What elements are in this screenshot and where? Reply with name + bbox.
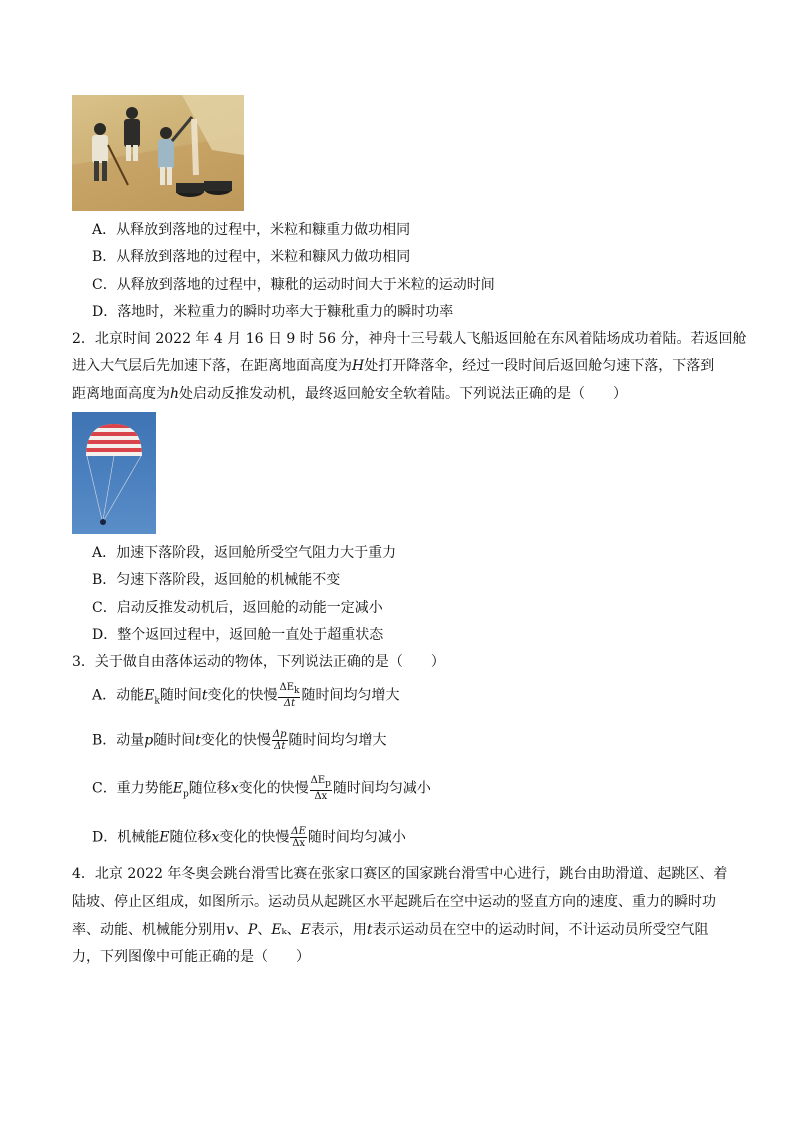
- winnowing-illustration: [72, 95, 244, 211]
- q3-c-post: 随时间均匀减小: [332, 780, 431, 797]
- q1-option-d: D．落地时，米粒重力的瞬时功率大于糠秕重力的瞬时功率: [92, 304, 454, 320]
- q3-d-pre: D．机械能: [92, 829, 160, 846]
- q2-stem-line-2: 进入大气层后先加速下落，在距离地面高度为𝐻处打开降落伞，经过一段时间后返回舱匀速下落，下落到: [72, 358, 715, 374]
- q3-a-symbol: E: [144, 687, 155, 704]
- q3-b-den: Δt: [274, 741, 286, 752]
- q1-option-b: B．从释放到落地的过程中，米粒和糠风力做功相同: [92, 249, 411, 265]
- q2-stem-line-3: 距离地面高度为ℎ处启动反推发动机，最终返回舱安全软着陆。下列说法正确的是（ ）: [72, 386, 628, 402]
- q3-c-den: Δx: [314, 791, 328, 802]
- q3-d-fraction: [290, 826, 307, 849]
- q2-stem-line-1: 2．北京时间 2022 年 4 月 16 日 9 时 56 分，神舟十三号载人飞船返回舱在东风着陆场成功着陆。若返回舱: [72, 331, 747, 347]
- q3-option-d: [92, 826, 406, 849]
- q3-d-symbol: E: [159, 829, 170, 846]
- q3-b-mid: 随时间: [153, 732, 196, 749]
- q3-c-mid2: 变化的快慢: [238, 780, 309, 797]
- q3-c-symbol: E: [172, 780, 183, 797]
- q3-option-b: [92, 729, 387, 752]
- q4-stem-line-3: 率、动能、机械能分别用𝑣、𝑃、𝐸ₖ、𝐸表示，用𝑡表示运动员在空中的运动时间，不计运动员所受空气阻: [72, 922, 709, 938]
- q1-option-c: C．从释放到落地的过程中，糠秕的运动时间大于米粒的运动时间: [92, 277, 495, 293]
- q3-a-pre: A．动能: [92, 687, 145, 704]
- q4-stem-line-4: 力，下列图像中可能正确的是（ ）: [72, 949, 310, 965]
- q2-option-a: A．加速下落阶段，返回舱所受空气阻力大于重力: [92, 545, 397, 561]
- q3-c-num: ΔE: [310, 775, 326, 786]
- q3-option-a: [92, 682, 399, 711]
- q3-a-symbol-sub: k: [154, 696, 160, 707]
- q3-d-num: ΔE: [291, 826, 306, 837]
- parachute-photo: [72, 412, 156, 534]
- q3-b-pre: B．动量: [92, 732, 145, 749]
- q3-b-var: t: [195, 732, 201, 749]
- q3-d-mid2: 变化的快慢: [219, 829, 290, 846]
- q4-stem-line-1: 4．北京 2022 年冬奥会跳台滑雪比赛在张家口赛区的国家跳台滑雪中心进行，跳台由助滑道、起跳区、着: [72, 866, 728, 882]
- q3-a-den: Δt: [283, 698, 296, 709]
- q3-b-num: Δp: [272, 729, 287, 740]
- q3-b-fraction: [272, 729, 288, 752]
- q3-d-den: Δx: [292, 838, 306, 849]
- q3-c-pre: C．重力势能: [92, 780, 173, 797]
- q3-a-fraction: [278, 682, 300, 709]
- q3-stem: 3．关于做自由落体运动的物体，下列说法正确的是（ ）: [72, 654, 445, 670]
- q3-a-num: ΔE: [279, 682, 294, 693]
- q2-option-c: C．启动反推发动机后，返回舱的动能一定减小: [92, 600, 383, 616]
- q3-d-mid: 随位移: [169, 829, 212, 846]
- q3-c-var: x: [230, 780, 239, 797]
- q3-c-symbol-sub: p: [182, 789, 189, 800]
- q2-option-d: D．整个返回过程中，返回舱一直处于超重状态: [92, 627, 384, 643]
- q3-a-post: 随时间均匀增大: [301, 687, 400, 704]
- q3-c-mid: 随位移: [188, 780, 231, 797]
- q3-c-fraction: [310, 775, 332, 802]
- q1-option-a: A．从释放到落地的过程中，米粒和糠重力做功相同: [92, 222, 411, 238]
- q4-stem-line-2: 陆坡、停止区组成，如图所示。运动员从起跳区水平起跳后在空中运动的竖直方向的速度、重力的瞬时功: [72, 894, 716, 910]
- q3-a-mid: 随时间: [159, 687, 202, 704]
- q3-a-var: t: [201, 687, 208, 704]
- q3-c-num-sub: p: [325, 779, 331, 789]
- q3-d-post: 随时间均匀减小: [307, 829, 406, 846]
- q2-option-b: B．匀速下落阶段，返回舱的机械能不变: [92, 572, 341, 588]
- q3-b-mid2: 变化的快慢: [200, 732, 271, 749]
- q3-b-symbol: p: [144, 732, 154, 749]
- q3-a-num-sub: k: [294, 686, 300, 696]
- q3-option-c: [92, 775, 431, 804]
- q3-d-var: x: [211, 829, 220, 846]
- q3-a-mid2: 变化的快慢: [207, 687, 278, 704]
- q3-b-post: 随时间均匀增大: [288, 732, 387, 749]
